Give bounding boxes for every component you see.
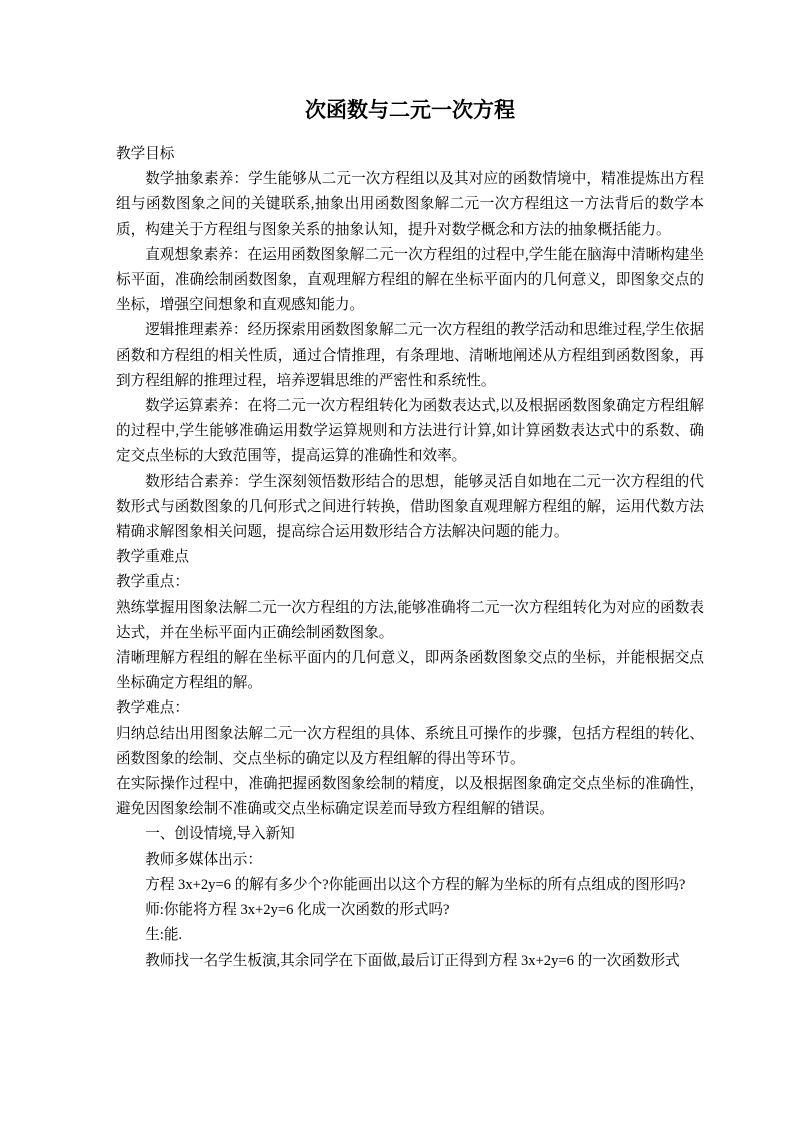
document-title: 次函数与二元一次方程	[305, 98, 515, 122]
para-difficult-point-2: 在实际操作过程中，准确把握函数图象绘制的精度，以及根据图象确定交点坐标的准确性，避免因图象绘制不准确或交点坐标确定误差而导致方程组解的错误。	[116, 776, 704, 818]
heading-key-points: 教学重点：	[116, 574, 189, 591]
para-difficult-point-1: 归纳总结出用图象法解二元一次方程组的具体、系统且可操作的步骤，包括方程组的转化、函数图象的绘制、交点坐标的确定以及方程组解的得出等环节。	[116, 725, 704, 767]
para-logical-reasoning-literacy: 逻辑推理素养：经历探索用函数图象解二元一次方程组的教学活动和思维过程,学生依据函数和方程组的相关性质，通过合情推理，有条理地、清晰地阐述从方程组到函数图象，再到方程组解的推理过程，培养逻辑思维的严密性和系统性。	[116, 322, 704, 389]
para-key-point-2: 清晰理解方程组的解在坐标平面内的几何意义，即两条函数图象交点的坐标，并能根据交点坐标确定方程组的解。	[116, 650, 704, 692]
para-visual-imagination-literacy: 直观想象素养：在运用函数图象解二元一次方程组的过程中,学生能在脑海中清晰构建坐标平面，准确绘制函数图象，直观理解方程组的解在坐标平面内的几何意义，即图象交点的坐标，增强空间想象和直观感知能力。	[116, 246, 704, 314]
para-equation-question: 方程 3x+2y=6 的解有多少个?你能画出以这个方程的解为坐标的所有点组成的图形吗?	[145, 876, 686, 893]
heading-difficult-points: 教学难点：	[116, 700, 189, 717]
para-number-shape-combination-literacy: 数形结合素养：学生深刻领悟数形结合的思想，能够灵活自如地在二元一次方程组的代数形式与函数图象的几何形式之间进行转换，借助图象直观理解方程组的解，运用代数方法精确求解图象相关问题，提高综合运用数形结合方法解决问题的能力。	[116, 473, 704, 541]
para-math-operation-literacy: 数学运算素养：在将二元一次方程组转化为函数表达式,以及根据函数图象确定方程组解的过程中,学生能够准确运用数学运算规则和方法进行计算,如计算函数表达式中的系数、确定交点坐标的大致范围等，提高运算的准确性和效率。	[116, 398, 704, 465]
para-key-point-1: 熟练掌握用图象法解二元一次方程组的方法,能够准确将二元一次方程组转化为对应的函数表达式，并在坐标平面内正确绘制函数图象。	[116, 599, 704, 641]
para-math-abstraction-literacy: 数学抽象素养：学生能够从二元一次方程组以及其对应的函数情境中，精准提炼出方程组与函数图象之间的关键联系,抽象出用函数图象解二元一次方程组这一方法背后的数学本质，构建关于方程组与图象关系的抽象认知，提升对数学概念和方法的抽象概括能力。	[116, 171, 704, 238]
heading-section-one-create-situation: 一、创设情境,导入新知	[145, 826, 295, 843]
heading-key-difficult-points: 教学重难点	[116, 549, 189, 566]
para-teacher-multimedia-show: 教师多媒体出示：	[145, 851, 262, 868]
para-teacher-instruction: 教师找一名学生板演,其余同学在下面做,最后订正得到方程 3x+2y=6 的一次函数形式	[145, 952, 680, 969]
para-student-answer: 生:能.	[145, 927, 183, 944]
para-teacher-question: 师:你能将方程 3x+2y=6 化成一次函数的形式吗?	[145, 902, 450, 919]
heading-teaching-objectives: 教学目标	[116, 146, 175, 162]
